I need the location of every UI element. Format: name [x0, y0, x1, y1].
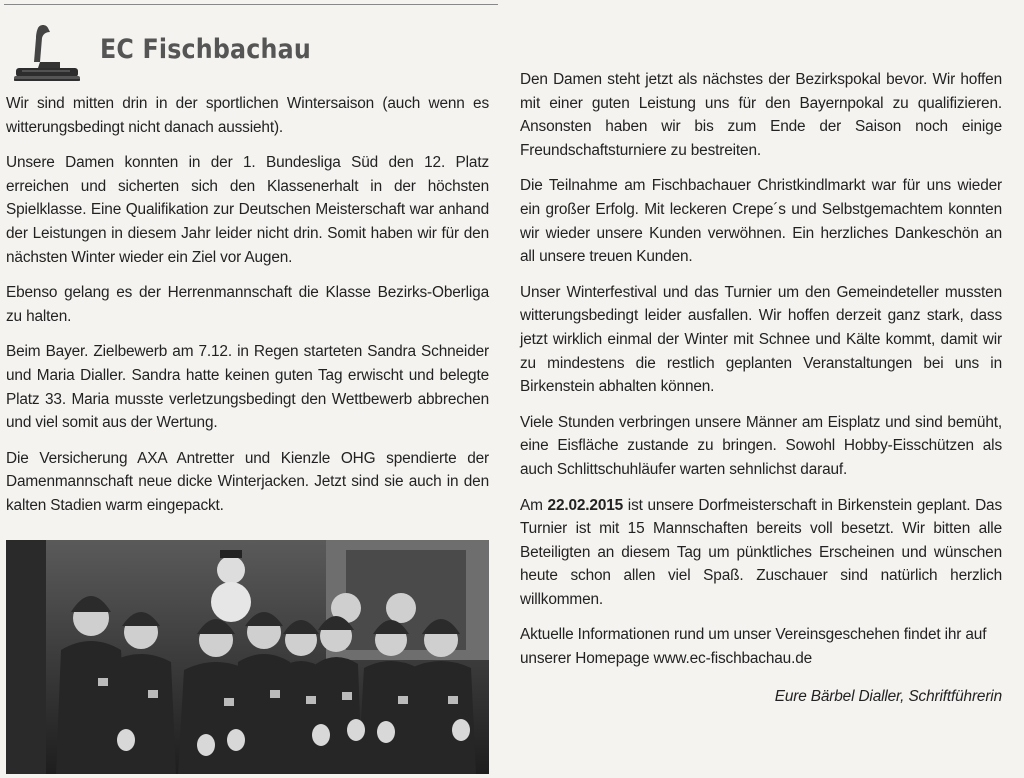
paragraph: Unsere Damen konnten in der 1. Bundesliga Süd den 12. Platz erreichen und sicherten sich den Klassenerhalt in der höchsten Spielklasse. Eine Qualifikation zur Deutschen Meisterschaft war anhand der Leistungen in diesem Jahr leider nicht drin. Somit haben wir für den nächsten Winter wieder ein Ziel vor Augen. — [6, 154, 489, 266]
paragraph: Die Versicherung AXA Antretter und Kienzle OHG spendierte der Damenmannschaft neue dicke Winterjacken. Jetzt sind sie auch in den kalten Stadien warm eingepackt. — [6, 449, 489, 514]
signature: Eure Bärbel Dialler, Schriftführerin — [774, 687, 1002, 705]
paragraph: Wir sind mitten drin in der sportlichen Wintersaison (auch wenn es witterungsbedingt nicht danach aussieht). — [6, 95, 489, 136]
event-text: ist unsere Dorfmeisterschaft in Birkenstein geplant. Das Turnier ist mit 15 Mannschaften bereits voll besetzt. Wir bitten alle Beteiligten an diesem Tag um pünktliches Erscheinen und wünschen heute schon allen viel Spaß. Zuschauer sind natürlich herzlich willkommen. — [520, 496, 1002, 608]
paragraph: Unser Winterfestival und das Turnier um den Gemeindeteller mussten witterungsbedingt leider ausfallen. Wir hoffen derzeit ganz stark, dass jetzt wirklich einmal der Winter mit Schnee und Kälte kommt, damit wir zu mindestens die restlich geplanten Veranstaltungen bei uns in Birkenstein abhalten können. — [520, 283, 1002, 396]
team-photo-image — [6, 540, 489, 774]
paragraph: Den Damen steht jetzt als nächstes der Bezirkspokal bevor. Wir hoffen mit einer guten Leistung uns für den Bayernpokal zu qualifizieren. Ansonsten haben wir bis zum Ende der Saison noch einige Freundschaftsturniere zu bestreiten. — [520, 71, 1002, 159]
article-title: EC Fischbachau — [100, 34, 311, 65]
event-date: 22.02.2015 — [547, 496, 624, 514]
event-prefix: Am — [520, 496, 548, 514]
left-column — [6, 92, 489, 530]
paragraph: Die Teilnahme am Fischbachauer Christkindlmarkt war für uns wieder ein großer Erfolg. Mit leckeren Crepe´s und Selbstgemachtem konnten wir wieder unsere Kunden verwöhnen. Ein herzliches Dankeschön an all unsere treuen Kunden. — [520, 177, 1002, 266]
paragraph: Beim Bayer. Zielbewerb am 7.12. in Regen starteten Sandra Schneider und Maria Dialler. Sandra hatte keinen guten Tag erwischt und belegte Platz 33. Maria musste verletzungsbedingt den Wettbewerb abbrechen und viel somit aus der Wertung. — [6, 343, 489, 432]
ice-stock-icon — [10, 22, 82, 84]
event-paragraph — [520, 494, 1002, 612]
top-rule — [4, 4, 498, 5]
info-paragraph: Aktuelle Informationen rund um unser Vereinsgeschehen findet ihr auf unserer Homepage www.ec-fischbachau.de — [520, 626, 987, 668]
article-header — [4, 22, 498, 88]
team-photo — [6, 540, 489, 774]
paragraph: Ebenso gelang es der Herrenmannschaft die Klasse Bezirks-Oberliga zu halten. — [6, 284, 489, 325]
paragraph: Viele Stunden verbringen unsere Männer am Eisplatz und sind bemüht, eine Eisfläche zustande zu bringen. Sowohl Hobby-Eisschützen als auch Schlittschuhläufer warten sehnlichst darauf. — [520, 413, 1002, 478]
right-column — [520, 68, 1002, 708]
